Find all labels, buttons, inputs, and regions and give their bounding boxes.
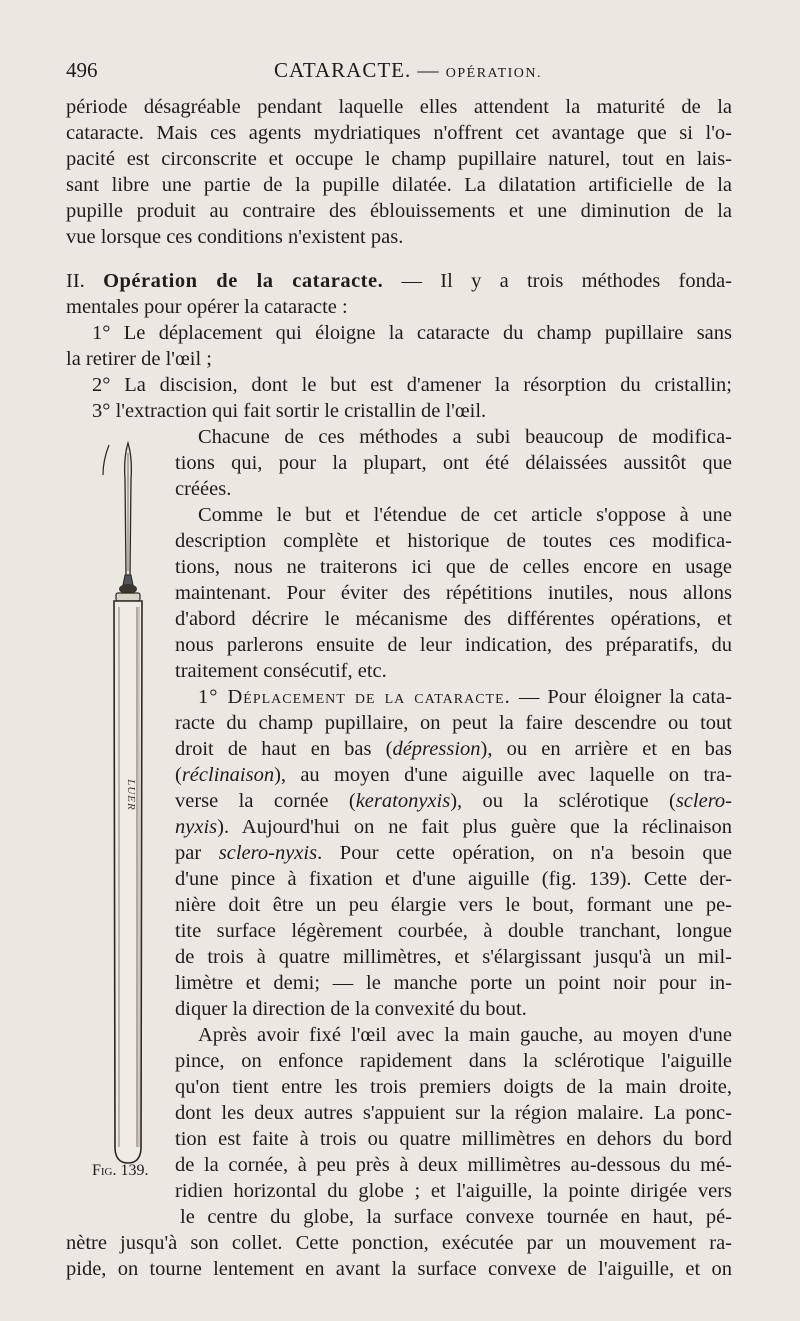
term-scleronyxis: sclero-: [675, 790, 732, 812]
text-line: pupille produit au contraire des éblouissements et une diminution de la: [66, 200, 732, 222]
needle-illustration: [95, 435, 155, 1170]
text-line: pide, on tourne lentement en avant la surface convexe de l'aiguille, et on: [66, 1258, 732, 1280]
section-number: II.: [66, 270, 85, 292]
text-line: maintenant. Pour éviter des répétitions inutiles, nous allons: [175, 582, 732, 604]
text-line: Après avoir fixé l'œil avec la main gauche, au moyen d'une: [198, 1024, 732, 1046]
text-run: verse la cornée (: [175, 790, 356, 812]
text-line: la retirer de l'œil ;: [66, 348, 212, 370]
term-reclinaison: réclinaison: [181, 764, 275, 786]
term-scleronyxis-end: nyxis: [175, 816, 218, 838]
text-line: [175, 814, 732, 840]
text-line: tion est faite à trois ou quatre millimètres en dehors du bord: [175, 1128, 732, 1150]
text-line: [175, 840, 732, 866]
text-line: sant libre une partie de la pupille dilatée. La dilatation artificielle de la: [66, 174, 732, 196]
text-line: d'abord décrire le mécanisme des différentes opérations, et: [175, 608, 732, 630]
running-title-sub: OPÉRATION.: [445, 66, 543, 81]
text-line: Chacune de ces méthodes a subi beaucoup de modifica-: [198, 426, 732, 448]
text-run: . Pour cette opération, on n'a besoin que: [317, 842, 732, 864]
text-line: cataracte. Mais ces agents mydriatiques n'offrent cet avantage que si l'o-: [66, 122, 732, 144]
running-header: [66, 52, 732, 88]
text-line: [175, 762, 732, 788]
text-run: ). Aujourd'hui on ne fait plus guère que la réclinaison: [217, 816, 732, 838]
text-line: qu'on tient entre les trois premiers doigts de la main droite,: [175, 1076, 732, 1098]
text-line: dont les deux autres s'appuient sur la région malaire. La ponc-: [175, 1102, 732, 1124]
text-line: [175, 736, 732, 762]
engraved-mark: LUER: [125, 779, 137, 811]
text-line: de trois à quatre millimètres, et s'élargissant jusqu'à un mil-: [175, 946, 732, 968]
text-run: (: [175, 764, 182, 786]
text-line: nètre jusqu'à son collet. Cette ponction, exécutée par un mouvement ra-: [66, 1232, 732, 1254]
text-line: ridien horizontal du globe ; et l'aiguille, la pointe dirigée vers: [175, 1180, 732, 1202]
text-line: de la cornée, à peu près à deux millimètres au-dessous du mé-: [175, 1154, 732, 1176]
text-line: nière doit être un peu élargie vers le bout, formant une pe-: [175, 894, 732, 916]
text-run: droit de haut en bas (: [175, 738, 393, 760]
text-run: ), ou la sclérotique (: [450, 790, 676, 812]
text-line: créées.: [175, 478, 232, 500]
text-line: tions, nous ne traiterons ici que de celles encore en usage: [175, 556, 732, 578]
text-line: limètre et demi; — le manche porte un point noir pour in-: [175, 972, 732, 994]
text-run: par: [175, 842, 219, 864]
text-line: tions qui, pour la plupart, ont été délaissées aussitôt que: [175, 452, 732, 474]
term-keratonyxis: keratonyxis: [355, 790, 451, 812]
text-line: le centre du globe, la surface convexe tournée en haut, pé-: [180, 1206, 732, 1228]
text-line: [175, 788, 732, 814]
text-line: pacité est circonscrite et occupe le champ pupillaire naturel, tout en lais-: [66, 148, 732, 170]
subsection-heading: 1° Déplacement de la cataracte.: [198, 686, 511, 708]
text-line: d'une pince à fixation et d'une aiguille (fig. 139). Cette der-: [175, 868, 732, 890]
text-run: ), au moyen d'une aiguille avec laquelle on tra-: [274, 764, 732, 786]
text-line: nous parlerons ensuite de leur indication, des préparatifs, du: [175, 634, 732, 656]
figure-caption: Fig. 139.: [92, 1162, 149, 1179]
text-line: pince, on enfonce rapidement dans la sclérotique l'aiguille: [175, 1050, 732, 1072]
text-run: ), ou en arrière et en bas: [480, 738, 732, 760]
text-line: diquer la direction de la convexité du bout.: [175, 998, 527, 1020]
running-title: [274, 58, 542, 83]
text-line: mentales pour opérer la cataracte :: [66, 296, 348, 318]
term-sclero-nyxis: sclero-nyxis: [218, 842, 318, 864]
text-line: traitement consécutif, etc.: [175, 660, 387, 682]
text-line: vue lorsque ces conditions n'existent pas.: [66, 226, 404, 248]
list-item-2: 2° La discision, dont le but est d'amener la résorption du cristallin;: [92, 374, 732, 396]
section-heading: Opération de la cataracte.: [103, 270, 384, 292]
term-depression: dépression: [392, 738, 481, 760]
page-number: 496: [66, 58, 98, 82]
text-line: période désagréable pendant laquelle elles attendent la maturité de la: [66, 96, 732, 118]
list-item-1: 1° Le déplacement qui éloigne la cataracte du champ pupillaire sans: [92, 322, 732, 344]
section-heading-rest: — Il y a trois méthodes fonda-: [401, 270, 733, 292]
text-line: tite surface légèrement courbée, à double tranchant, longue: [175, 920, 732, 942]
text-line: racte du champ pupillaire, on peut la faire descendre ou tout: [175, 712, 732, 734]
text-line: Comme le but et l'étendue de cet article s'oppose à une: [198, 504, 732, 526]
subsection-heading-rest: — Pour éloigner la cata-: [518, 686, 732, 708]
list-item-3: 3° l'extraction qui fait sortir le cristallin de l'œil.: [92, 400, 487, 422]
section-heading-line: [66, 268, 732, 294]
subsection-heading-line: [198, 684, 732, 710]
running-title-main: CATARACTE. —: [274, 58, 440, 82]
text-line: description complète et historique de toutes ces modifica-: [175, 530, 732, 552]
